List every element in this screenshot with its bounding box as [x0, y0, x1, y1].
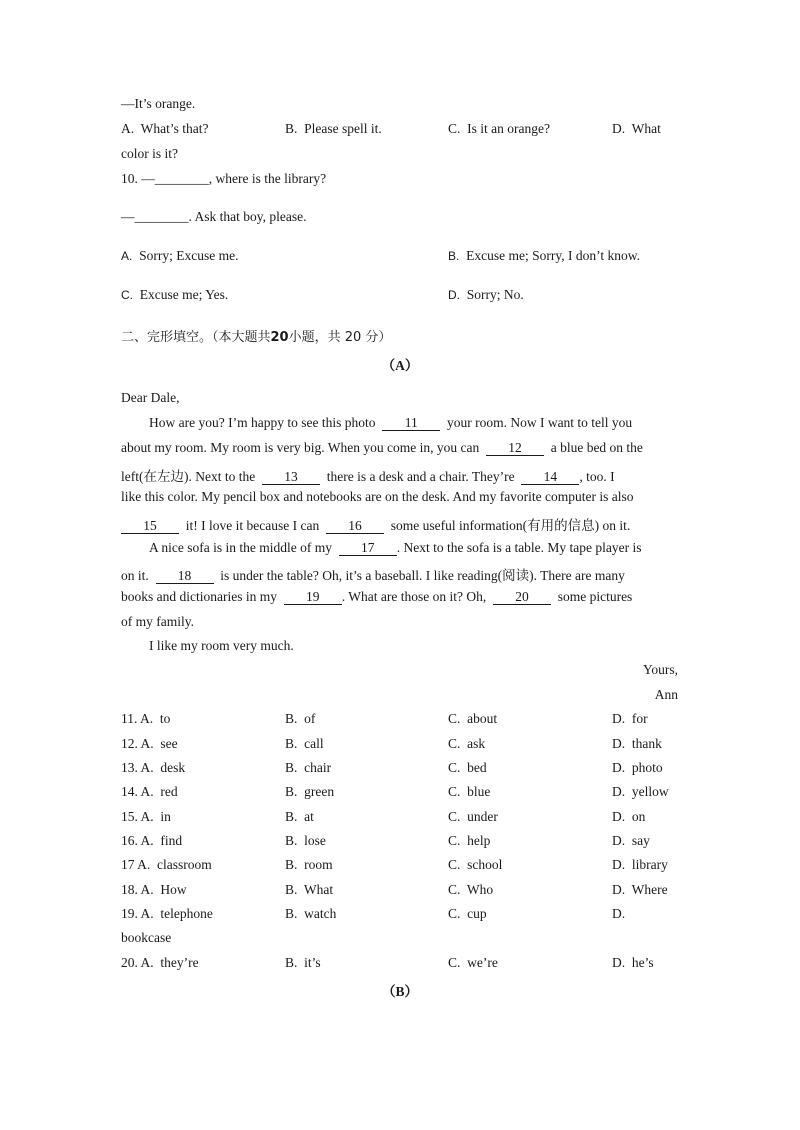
blank-16: 16 [326, 519, 384, 534]
choice-row-13-c-text: bed [467, 760, 487, 775]
choice-row-20-d-letter: D. [612, 955, 632, 970]
letter-line-8: books and dictionaries in my 19 . What are those on it? Oh, 20 some pictures [121, 589, 633, 604]
choice-row-14-c-letter: C. [448, 784, 468, 799]
choice-row-16-d [612, 833, 650, 849]
choice-row-20-c-text: we’re [467, 955, 498, 970]
choice-row-17-d-text: library [631, 857, 668, 872]
letter-line-6: A nice sofa is in the middle of my 17 . Next to the sofa is a table. My tape player is [149, 540, 642, 555]
choice-row-19-b-text: watch [304, 906, 337, 921]
choice-row-13-b [285, 760, 331, 776]
blank-11: 11 [382, 416, 440, 431]
choice-row-15-c-letter: C. [448, 809, 468, 824]
choice-row-12-a [121, 736, 178, 752]
choice-row-16-a-text: find [160, 833, 183, 848]
choice-row-11-b [285, 711, 315, 727]
q9-option-b-text: Please spell it. [304, 121, 382, 136]
choice-row-16-c [448, 833, 490, 849]
choice-row-18-c-letter: C. [448, 882, 467, 897]
choice-row-11-a-letter: 11. A. [121, 711, 160, 726]
choice-row-17-d [612, 857, 668, 873]
choice-row-13-c-letter: C. [448, 760, 468, 775]
choice-row-19-b-letter: B. [285, 906, 305, 921]
choice-row-12-d-text: thank [631, 736, 662, 751]
blank-14: 14 [521, 470, 579, 485]
blank-13: 13 [262, 470, 320, 485]
choice-row-14-b [285, 784, 334, 800]
choice-row-16-a [121, 833, 182, 849]
choice-row-17-c-letter: C. [448, 857, 468, 872]
choice-row-19-a-text: telephone [160, 906, 213, 921]
choice-row-13-b-letter: B. [285, 760, 305, 775]
choice-row-12-c-letter: C. [448, 736, 468, 751]
choice-row-19-a [121, 906, 213, 922]
section-title-prefix: 二、完形填空。（本大题共 [121, 330, 271, 345]
choice-row-11-b-letter: B. [285, 711, 305, 726]
choice-row-15-a [121, 809, 171, 825]
choice-row-13-c [448, 760, 487, 776]
choice-row-17-d-letter: D. [612, 857, 632, 872]
q9-option-d: D. What [612, 121, 661, 136]
q10-option-d-text: Sorry; No. [466, 287, 524, 302]
blank-12: 12 [486, 441, 544, 456]
choice-row-15-c [448, 809, 498, 825]
choice-row-14-c [448, 784, 490, 800]
choice-row-12-d [612, 736, 662, 752]
q9-option-a: A. What’s that? [121, 121, 209, 136]
choice-row-14-b-letter: B. [285, 784, 305, 799]
choice-row-12-c-text: ask [467, 736, 486, 751]
choice-row-15-b-text: at [304, 809, 314, 824]
choice-row-13-a-letter: 13. A. [121, 760, 161, 775]
choice-row-16-b [285, 833, 326, 849]
choice-row-18-a-text: How [160, 882, 187, 897]
choice-row-16-b-text: lose [304, 833, 326, 848]
choice-row-11-c-letter: C. [448, 711, 468, 726]
section-title [121, 326, 391, 345]
section-title-count: 20 [270, 330, 289, 345]
choice-row-15-d [612, 809, 645, 825]
choice-row-16-c-text: help [467, 833, 491, 848]
letter-line-3: left(在左边). Next to the 13 there is a desk and a chair. They’re 14 , too. I [121, 469, 615, 484]
choice-row-14-a-letter: 14. A. [121, 784, 161, 799]
choice-row-17-b [285, 857, 333, 873]
choice-row-17-a [121, 857, 212, 873]
choice-row-17-b-letter: B. [285, 857, 305, 872]
choice-row-14-a-text: red [160, 784, 178, 799]
choice-row-16-d-text: say [631, 833, 650, 848]
choice-row-15-a-letter: 15. A. [121, 809, 161, 824]
blank-18: 18 [156, 569, 214, 584]
choice-19-d-wrap: bookcase [121, 930, 172, 945]
q9-option-c-text: Is it an orange? [467, 121, 550, 136]
choice-row-11-c-text: about [467, 711, 498, 726]
letter-line-9: of my family. [121, 614, 194, 629]
choice-row-15-d-text: on [631, 809, 646, 824]
choice-row-20-c-letter: C. [448, 955, 468, 970]
choice-row-18-b-text: What [303, 882, 334, 897]
part-b-heading: （B） [381, 984, 418, 999]
choice-row-19-d-letter: D. [612, 906, 629, 921]
q9-option-a-text: What’s that? [140, 121, 209, 136]
choice-row-14-c-text: blue [467, 784, 491, 799]
q10-line2: —________. Ask that boy, please. [121, 209, 307, 224]
choice-row-20-a [121, 955, 199, 971]
choice-row-11-d-letter: D. [612, 711, 632, 726]
q9-option-d-wrap: color is it? [121, 146, 178, 161]
choice-row-13-a [121, 760, 185, 776]
choice-row-18-d-text: Where [631, 882, 668, 897]
blank-20: 20 [493, 590, 551, 605]
choice-row-12-c [448, 736, 485, 752]
choice-row-14-b-text: green [304, 784, 335, 799]
q10-option-a: A. Sorry; Excuse me. [121, 248, 239, 263]
choice-row-20-a-letter: 20. A. [121, 955, 161, 970]
blank-17: 17 [339, 541, 397, 556]
choice-row-17-b-text: room [304, 857, 333, 872]
choice-row-19-c-text: cup [467, 906, 487, 921]
choice-row-12-b-letter: B. [285, 736, 305, 751]
choice-row-12-a-text: see [160, 736, 178, 751]
choice-row-11-a-text: to [159, 711, 171, 726]
choice-row-20-c [448, 955, 498, 971]
letter-line-2: about my room. My room is very big. When you come in, you can 12 a blue bed on the [121, 440, 643, 455]
choice-row-18-c [448, 882, 493, 898]
choice-row-18-d-letter: D. [612, 882, 632, 897]
choice-row-12-a-letter: 12. A. [121, 736, 161, 751]
part-a-heading: （A） [381, 358, 419, 373]
choice-row-12-b-text: call [304, 736, 324, 751]
letter-line-5: 15 it! I love it because I can 16 some useful information(有用的信息) on it. [121, 514, 630, 534]
q9-option-b: B. Please spell it. [285, 121, 382, 136]
q9-option-d-text: What [631, 121, 661, 136]
letter-closing: Yours, [642, 662, 678, 677]
choice-row-13-d-letter: D. [612, 760, 632, 775]
letter-line-7: on it. 18 is under the table? Oh, it’s a baseball. I like reading(阅读). There are many [121, 568, 625, 583]
choice-row-17-a-text: classroom [157, 857, 212, 872]
choice-row-16-a-letter: 16. A. [121, 833, 161, 848]
choice-row-14-a [121, 784, 178, 800]
choice-row-17-c-text: school [467, 857, 503, 872]
letter-line-1: How are you? I’m happy to see this photo 11 your room. Now I want to tell you [149, 415, 633, 430]
q10-option-c: C. Excuse me; Yes. [121, 287, 229, 302]
choice-row-18-b [285, 882, 333, 898]
q10-line1: 10. —________, where is the library? [121, 171, 327, 186]
choice-row-15-c-text: under [467, 809, 498, 824]
choice-row-19-a-letter: 19. A. [121, 906, 161, 921]
choice-row-20-d-text: he’s [631, 955, 654, 970]
q10-option-d: D. Sorry; No. [448, 287, 524, 302]
choice-row-20-b [285, 955, 321, 971]
q10-option-c-text: Excuse me; Yes. [139, 287, 229, 302]
q10-option-b-text: Excuse me; Sorry, I don’t know. [466, 248, 640, 263]
choice-row-13-d-text: photo [631, 760, 663, 775]
letter-line-10: I like my room very much. [149, 638, 294, 653]
choice-row-20-a-text: they’re [160, 955, 199, 970]
letter-signature: Ann [654, 687, 678, 702]
blank-15: 15 [121, 519, 179, 534]
choice-row-11-a [121, 711, 170, 727]
choice-row-14-d-letter: D. [612, 784, 632, 799]
choice-row-18-b-letter: B. [285, 882, 304, 897]
choice-row-18-d [612, 882, 668, 898]
letter-greeting: Dear Dale, [121, 390, 180, 405]
choice-row-11-c [448, 711, 497, 727]
choice-row-18-a-letter: 18. A. [121, 882, 161, 897]
letter-line-4: like this color. My pencil box and notebooks are on the desk. And my favorite computer is also [121, 489, 634, 504]
choice-row-18-a [121, 882, 187, 898]
choice-row-20-b-letter: B. [285, 955, 305, 970]
choice-row-17-c [448, 857, 502, 873]
choice-row-20-b-text: it’s [304, 955, 321, 970]
choice-row-12-b [285, 736, 324, 752]
choice-row-14-d [612, 784, 669, 800]
choice-row-11-d-text: for [631, 711, 648, 726]
q10-option-a-text: Sorry; Excuse me. [139, 248, 239, 263]
choice-row-19-c-letter: C. [448, 906, 468, 921]
choice-row-13-b-text: chair [304, 760, 332, 775]
choice-row-13-d [612, 760, 663, 776]
choice-row-11-b-text: of [304, 711, 316, 726]
choice-row-18-c-text: Who [466, 882, 494, 897]
choice-row-19-b [285, 906, 336, 922]
section-title-suffix: 小题，共 20 分） [288, 330, 392, 345]
choice-row-13-a-text: desk [160, 760, 186, 775]
choice-row-15-b-letter: B. [285, 809, 305, 824]
choice-row-16-c-letter: C. [448, 833, 468, 848]
q9-answer-line: —It’s orange. [121, 96, 196, 111]
choice-row-15-a-text: in [160, 809, 171, 824]
q10-option-b: B. Excuse me; Sorry, I don’t know. [448, 248, 640, 263]
choice-row-15-b [285, 809, 314, 825]
blank-19: 19 [284, 590, 342, 605]
choice-row-17-a-letter: 17 A. [121, 857, 158, 872]
choice-row-11-d [612, 711, 648, 727]
choice-row-14-d-text: yellow [631, 784, 669, 799]
choice-row-16-d-letter: D. [612, 833, 632, 848]
q9-option-c: C. Is it an orange? [448, 121, 550, 136]
choice-row-19-c [448, 906, 487, 922]
choice-row-15-d-letter: D. [612, 809, 632, 824]
choice-row-16-b-letter: B. [285, 833, 305, 848]
choice-row-19-d [612, 906, 629, 922]
choice-row-20-d [612, 955, 654, 971]
choice-row-12-d-letter: D. [612, 736, 632, 751]
